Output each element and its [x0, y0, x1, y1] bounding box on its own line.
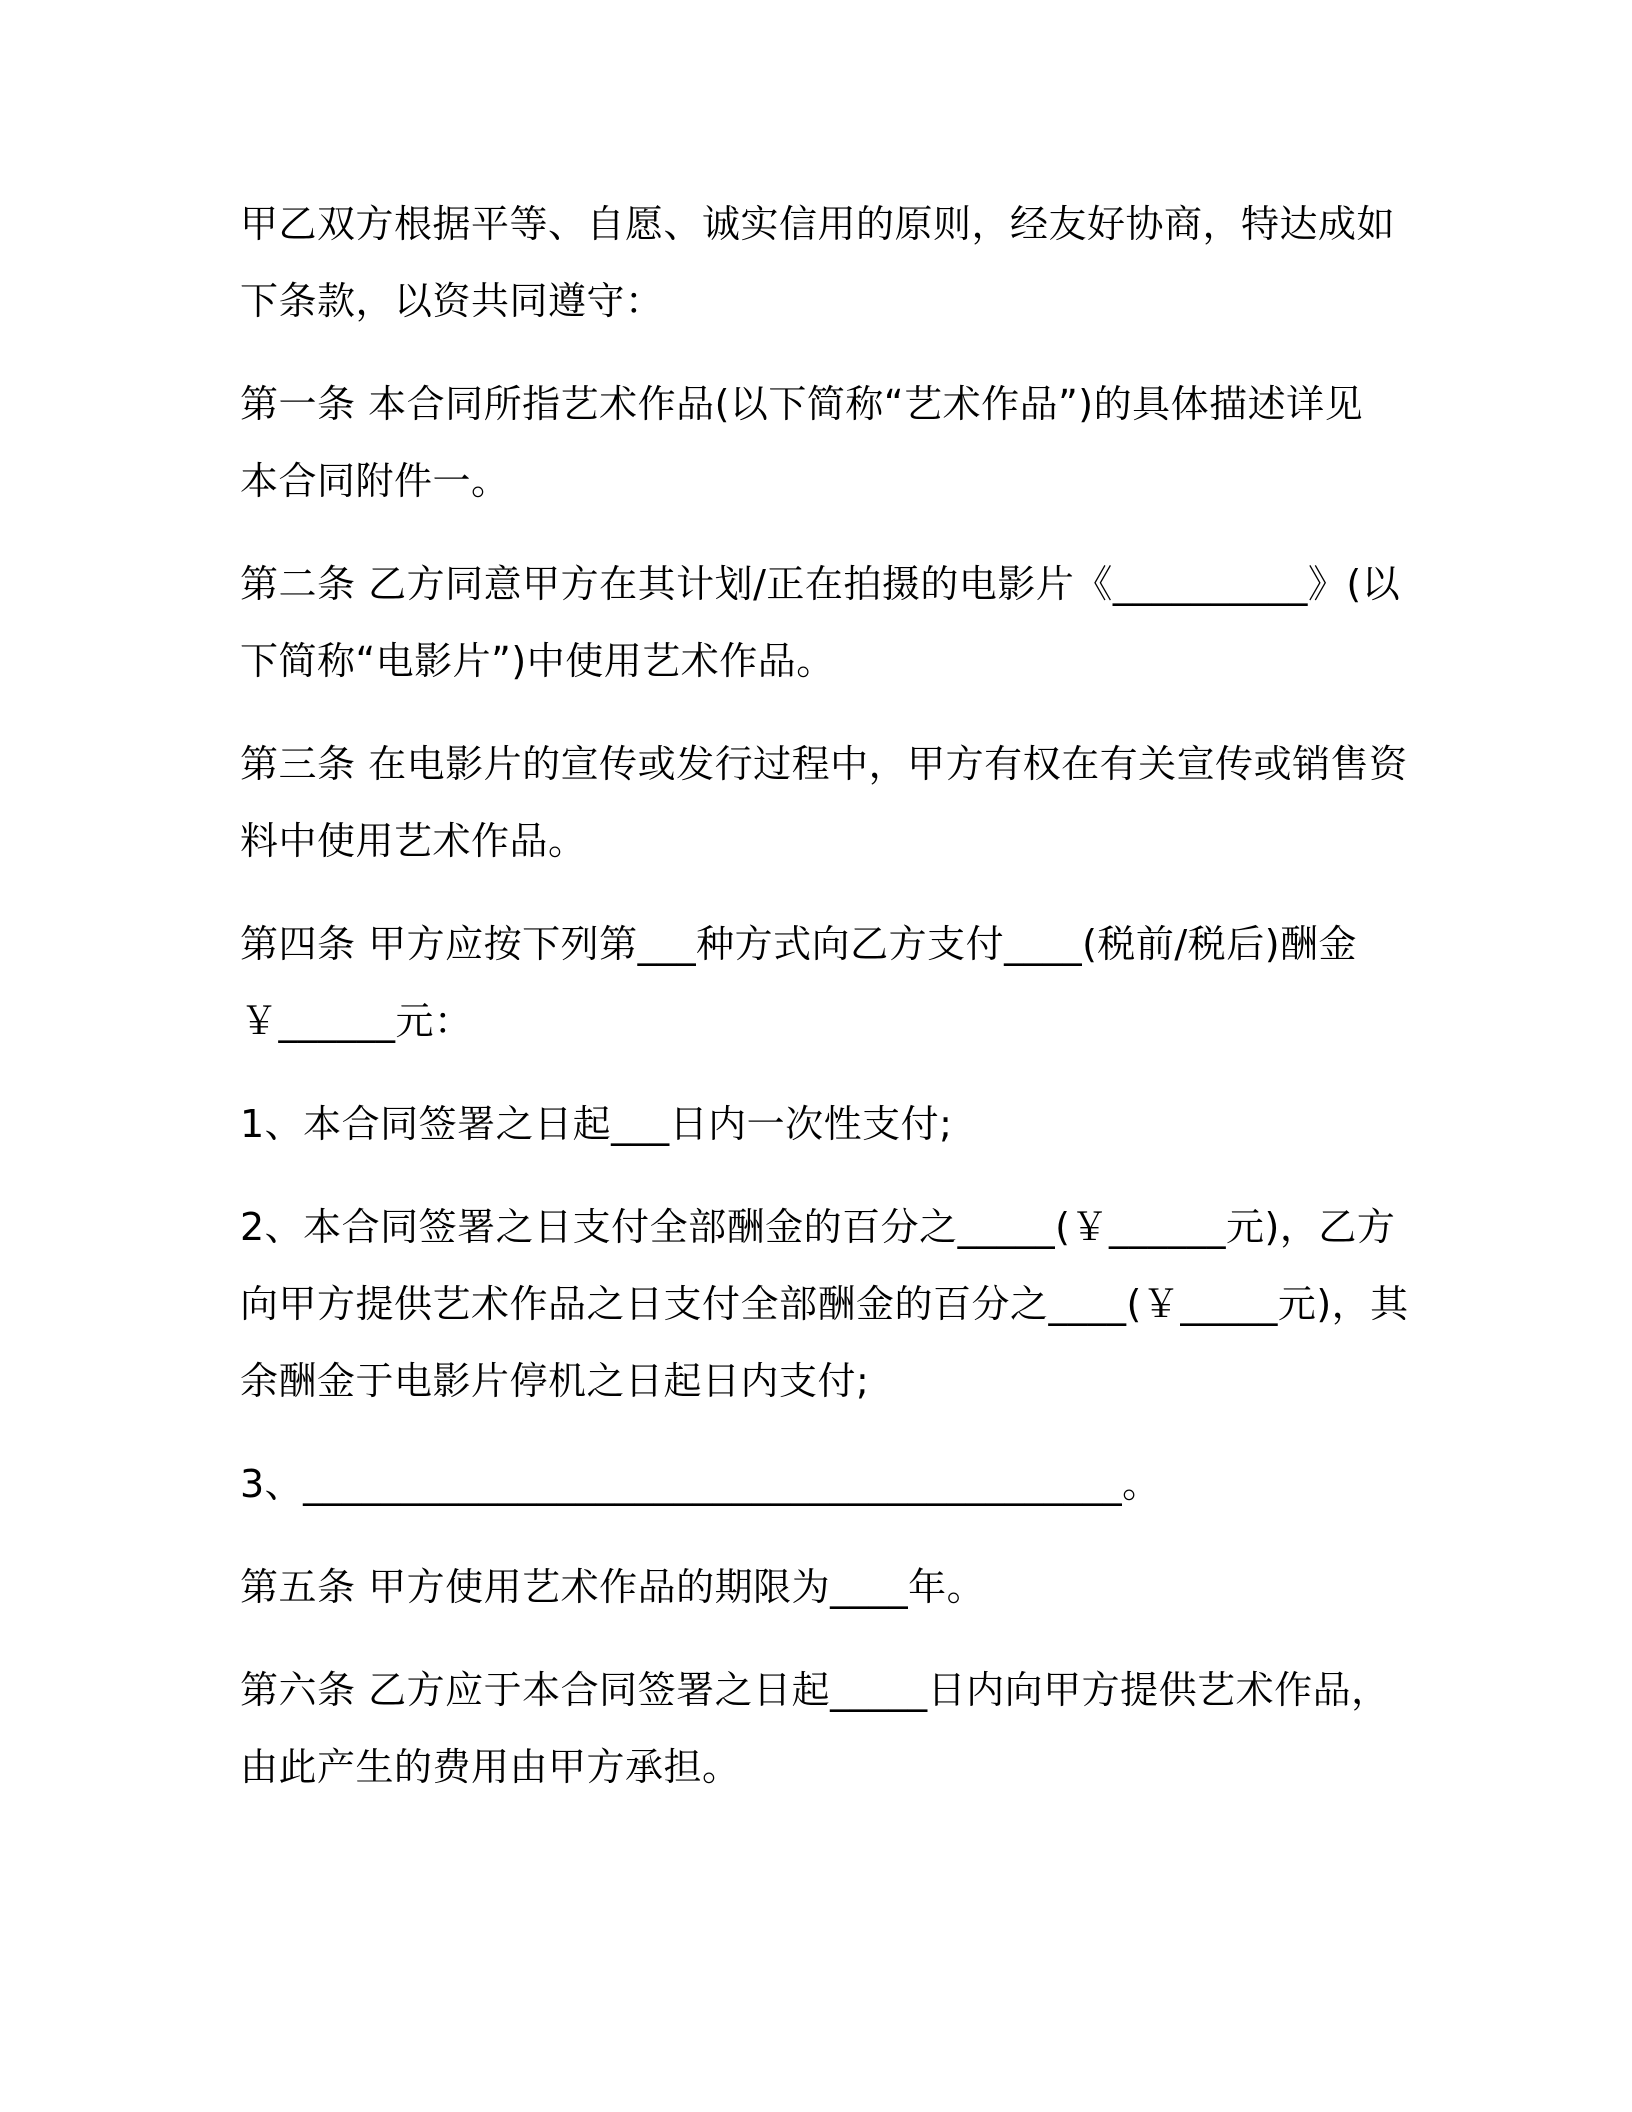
- text-line: 本合同附件一。: [240, 459, 510, 503]
- text-line: 第一条 本合同所指艺术作品(以下简称“艺术作品”)的具体描述详见: [240, 382, 1364, 426]
- text-line: ￥______元：: [240, 999, 473, 1043]
- article-3: [240, 726, 1408, 880]
- text-line: 下条款，以资共同遵守：: [240, 279, 664, 323]
- text-line: 3、__________________________________________。: [240, 1462, 1161, 1506]
- text-line: 第二条 乙方同意甲方在其计划/正在拍摄的电影片《__________》(以: [240, 562, 1401, 606]
- article-4: [240, 906, 1400, 1060]
- article-6: [240, 1652, 1400, 1806]
- text-line: 1、本合同签署之日起___日内一次性支付;: [240, 1102, 953, 1146]
- text-line: 2、本合同签署之日支付全部酬金的百分之_____(￥______元)，乙方: [240, 1205, 1396, 1249]
- article-2: [240, 546, 1400, 700]
- text-line: 余酬金于电影片停机之日起日内支付;: [240, 1359, 870, 1403]
- text-line: 第三条 在电影片的宣传或发行过程中，甲方有权在有关宣传或销售资: [240, 742, 1408, 786]
- payment-option-3: [240, 1446, 1400, 1523]
- text-line: 下简称“电影片”)中使用艺术作品。: [240, 639, 835, 683]
- text-line: 第四条 甲方应按下列第___种方式向乙方支付____(税前/税后)酬金: [240, 922, 1358, 966]
- article-5: [240, 1549, 1400, 1626]
- text-line: 第六条 乙方应于本合同签署之日起_____日内向甲方提供艺术作品，: [240, 1668, 1390, 1712]
- text-line: 第五条 甲方使用艺术作品的期限为____年。: [240, 1565, 986, 1609]
- payment-option-1: [240, 1086, 1400, 1163]
- text-line: 料中使用艺术作品。: [240, 819, 587, 863]
- payment-option-2: [240, 1189, 1409, 1420]
- contract-body: [240, 186, 1409, 1832]
- article-1: [240, 366, 1400, 520]
- text-line: 向甲方提供艺术作品之日支付全部酬金的百分之____(￥_____元)，其: [240, 1282, 1409, 1326]
- text-line: 由此产生的费用由甲方承担。: [240, 1745, 741, 1789]
- intro-paragraph: [240, 186, 1400, 340]
- text-line: 甲乙双方根据平等、自愿、诚实信用的原则，经友好协商，特达成如: [240, 202, 1396, 246]
